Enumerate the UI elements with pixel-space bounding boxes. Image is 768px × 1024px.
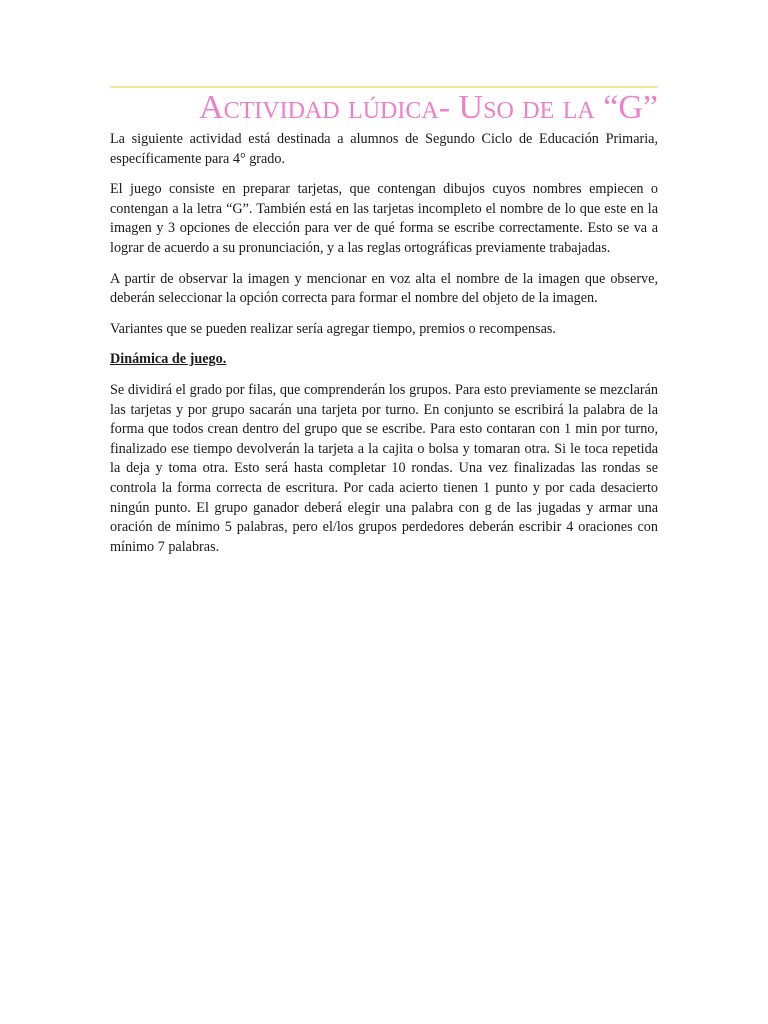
paragraph-variants: Variantes que se pueden realizar sería agregar tiempo, premios o recompensas. <box>110 320 556 337</box>
paragraph-dynamics: Se dividirá el grado por filas, que comprenderán los grupos. Para esto previamente se mezclarán las tarjetas y por grupo sacarán una tarjeta por turno. En conjunto se escribirá la palabra de la forma que todos crean dentro del grupo que se escribe. Para esto contaran con 1 min por turno, finalizado ese tiempo devolverán la tarjeta a la cajita o bolsa y tomaran otra. Si le toca repetida la deja y toma otra. Esto será hasta completar 10 rondas. Una vez finalizadas las rondas se controla la forma correcta de escritura. Por cada acierto tienen 1 punto y por cada desacierto ningún punto. El grupo ganador deberá elegir una palabra con g de las jugadas y armar una oración de mínimo 5 palabras, pero el/los grupos perdedores deberán escribir 4 oraciones con mínimo 7 palabras. <box>110 381 658 555</box>
document-body <box>110 130 658 568</box>
page-title: Actividad lúdica- Uso de la “G” <box>199 89 658 126</box>
paragraph-observe: A partir de observar la imagen y mencionar en voz alta el nombre de la imagen que observe, deberán seleccionar la opción correcta para formar el nombre del objeto de la imagen. <box>110 270 658 307</box>
paragraph-game-description: El juego consiste en preparar tarjetas, que contengan dibujos cuyos nombres empiecen o contengan a la letra “G”. También está en las tarjetas incompleto el nombre de lo que este en la imagen y 3 opciones de elección para ver de qué forma se escribe correctamente. Esto se va a lograr de acuerdo a su pronunciación, y a las reglas ortográficas previamente trabajadas. <box>110 181 658 256</box>
paragraph-intro: La siguiente actividad está destinada a alumnos de Segundo Ciclo de Educación Primaria, específicamente para 4° grado. <box>110 131 658 167</box>
section-heading-dynamics: Dinámica de juego. <box>110 351 227 368</box>
